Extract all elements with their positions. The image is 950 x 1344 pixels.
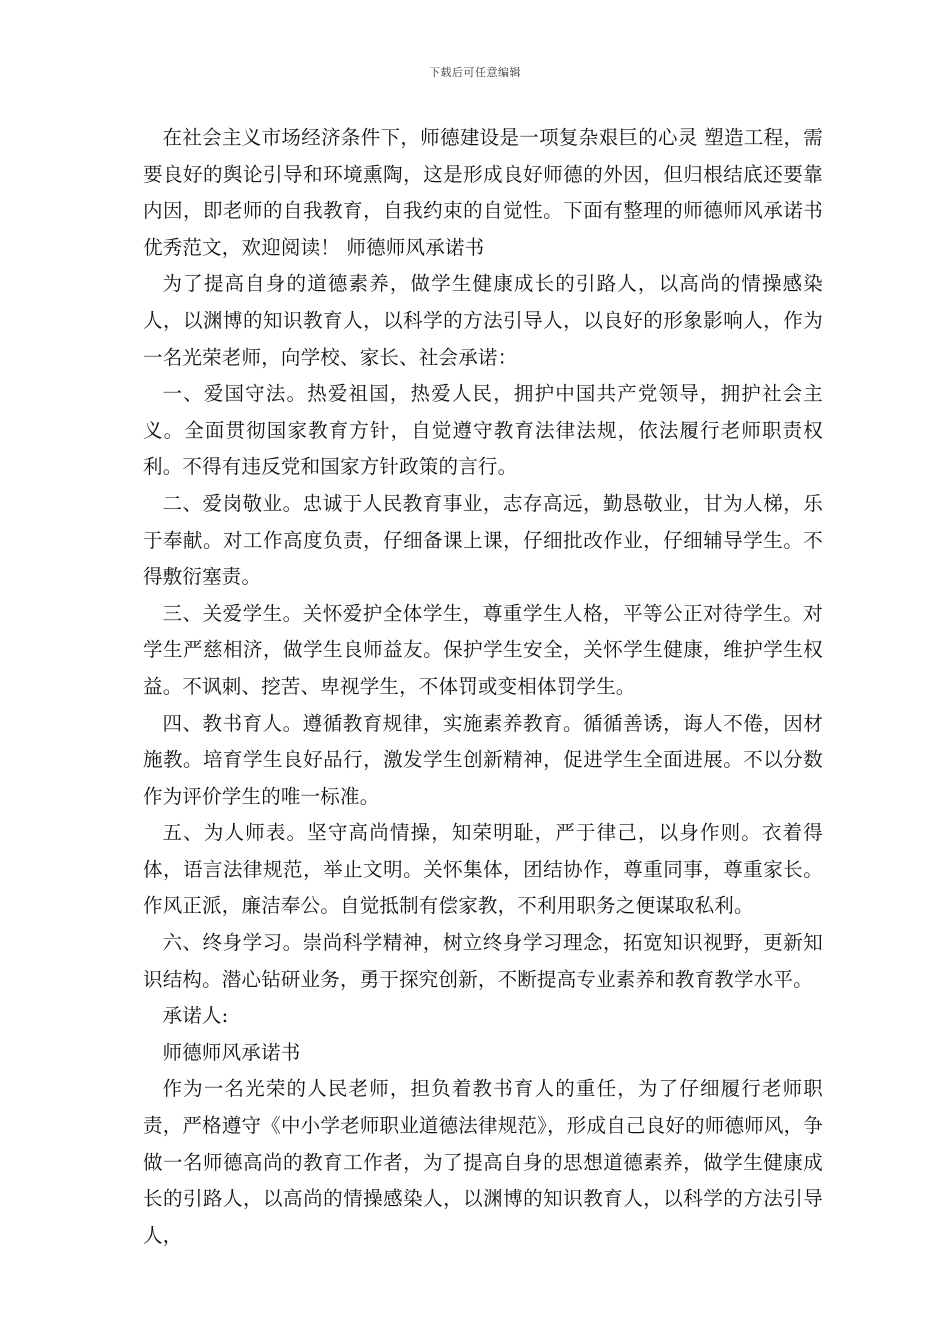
- pledge-preamble: 为了提高自身的道德素养，做学生健康成长的引路人，以高尚的情操感染人，以渊博的知识教育人，以科学的方法引导人，以良好的形象影响人，作为一名光荣老师，向学校、家长、社会承诺：: [143, 272, 823, 369]
- pledge-item-1: 一、爱国守法。热爱祖国，热爱人民，拥护中国共产党领导，拥护社会主义。全面贯彻国家教育方针，自觉遵守教育法律法规，依法履行老师职责权利。不得有违反党和国家方针政策的言行。: [143, 382, 823, 479]
- pledge-item-3: 三、关爱学生。关怀爱护全体学生，尊重学生人格，平等公正对待学生。对学生严慈相济，做学生良师益友。保护学生安全，关怀学生健康，维护学生权益。不讽刺、挖苦、卑视学生，不体罚或变相体罚学生。: [143, 601, 823, 698]
- promisor-label: 承诺人:: [162, 1004, 229, 1028]
- final-paragraph: 作为一名光荣的人民老师，担负着教书育人的重任，为了仔细履行老师职责，严格遵守《中小学老师职业道德法律规范》，形成自己良好的师德师风，争做一名师德高尚的教育工作者，为了提高自身的思想道德素养，做学生健康成长的引路人，以高尚的情操感染人，以渊博的知识教育人，以科学的方法引导人，: [143, 1077, 823, 1247]
- pledge-item-6: 六、终身学习。崇尚科学精神，树立终身学习理念，拓宽知识视野，更新知识结构。潜心钻研业务，勇于探究创新，不断提高专业素养和教育教学水平。: [143, 931, 823, 991]
- intro-paragraph: 在社会主义市场经济条件下，师德建设是一项复杂艰巨的心灵 塑造工程，需要良好的舆论引导和环境熏陶，这是形成良好师德的外因，但归根结底还要靠内因，即老师的自我教育，自我约束的自觉性。下面有整理的师德师风承诺书优秀范文，欢迎阅读！ 师德师风承诺书: [143, 126, 823, 259]
- section-title: 师德师风承诺书: [162, 1040, 301, 1064]
- pledge-item-4: 四、教书育人。遵循教育规律，实施素养教育。循循善诱，诲人不倦，因材施教。培育学生良好品行，激发学生创新精神，促进学生全面进展。不以分数作为评价学生的唯一标准。: [143, 711, 823, 808]
- document-body: [143, 120, 823, 1254]
- pledge-item-5: 五、为人师表。坚守高尚情操，知荣明耻，严于律己，以身作则。衣着得体，语言法律规范，举止文明。关怀集体，团结协作，尊重同事，尊重家长。作风正派，廉洁奉公。自觉抵制有偿家教，不利用职务之便谋取私利。: [143, 821, 823, 918]
- page-header: 下载后可任意编辑: [429, 66, 521, 79]
- pledge-item-2: 二、爱岗敬业。忠诚于人民教育事业，志存高远，勤恳敬业，甘为人梯，乐于奉献。对工作高度负责，仔细备课上课，仔细批改作业，仔细辅导学生。不得敷衍塞责。: [143, 491, 823, 589]
